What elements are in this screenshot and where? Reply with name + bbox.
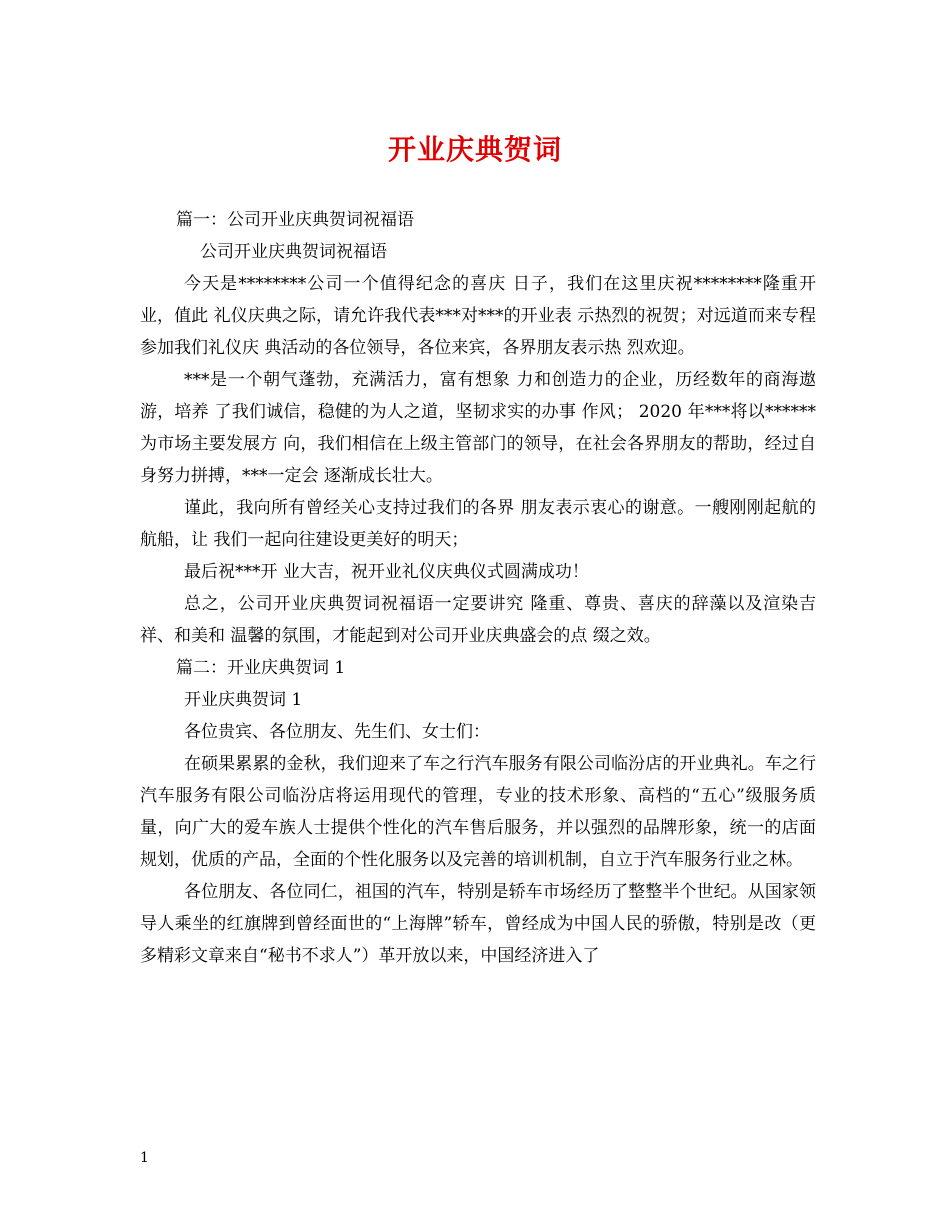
document-body [140,204,816,972]
paragraph: 篇二：开业庆典贺词 1 [176,658,346,678]
paragraph: 各位朋友、各位同仁，祖国的汽车，特别是轿车市场经历了整整半个世纪。从国家领导人乘坐的红旗牌到曾经面世的“上海牌”轿车，曾经成为中国人民的骄傲，特别是改（更多精彩文章来自“秘书不求人”）革开放以来，中国经济进入了 [140,882,816,966]
paragraph: 开业庆典贺词 1 [184,690,303,710]
paragraph: 篇一：公司开业庆典贺词祝福语 [176,210,414,230]
document-title: 开业庆典贺词 [387,133,562,166]
paragraph: ***是一个朝气蓬勃，充满活力，富有想象 力和创造力的企业，历经数年的商海遨游，培养 了我们诚信，稳健的为人之道，坚韧求实的办事 作风； 2020 年***将以******为市场主要发展方 向，我们相信在上级主管部门的领导，在社会各界朋友的帮助，经过自身努力拼搏，***一定会 逐渐成长壮大。 [140,370,816,486]
paragraph: 各位贵宾、各位朋友、先生们、女士们： [184,722,490,742]
paragraph: 在硕果累累的金秋，我们迎来了车之行汽车服务有限公司临汾店的开业典礼。车之行汽车服务有限公司临汾店将运用现代的管理，专业的技术形象、高档的“五心”级服务质量，向广大的爱车族人士提供个性化的汽车售后服务，并以强烈的品牌形象，统一的店面规划，优质的产品，全面的个性化服务以及完善的培训机制，自立于汽车服务行业之林。 [140,754,816,870]
paragraph: 今天是********公司一个值得纪念的喜庆 日子，我们在这里庆祝********隆重开业，值此 礼仪庆典之际，请允许我代表***对***的开业表 示热烈的祝贺；对远道而来专程参加我们礼仪庆 典活动的各位领导，各位来宾，各界朋友表示热 烈欢迎。 [140,274,816,358]
paragraph: 谨此，我向所有曾经关心支持过我们的各界 朋友表示衷心的谢意。一艘刚刚起航的航船，让 我们一起向往建设更美好的明天； [140,498,816,550]
paragraph: 总之，公司开业庆典贺词祝福语一定要讲究 隆重、尊贵、喜庆的辞藻以及渲染吉祥、和美和 温馨的氛围，才能起到对公司开业庆典盛会的点 缀之效。 [140,594,816,646]
paragraph: 最后祝***开 业大吉，祝开业礼仪庆典仪式圆满成功！ [184,562,589,582]
page-number: 1 [140,1150,149,1166]
paragraph: 公司开业庆典贺词祝福语 [200,242,387,262]
